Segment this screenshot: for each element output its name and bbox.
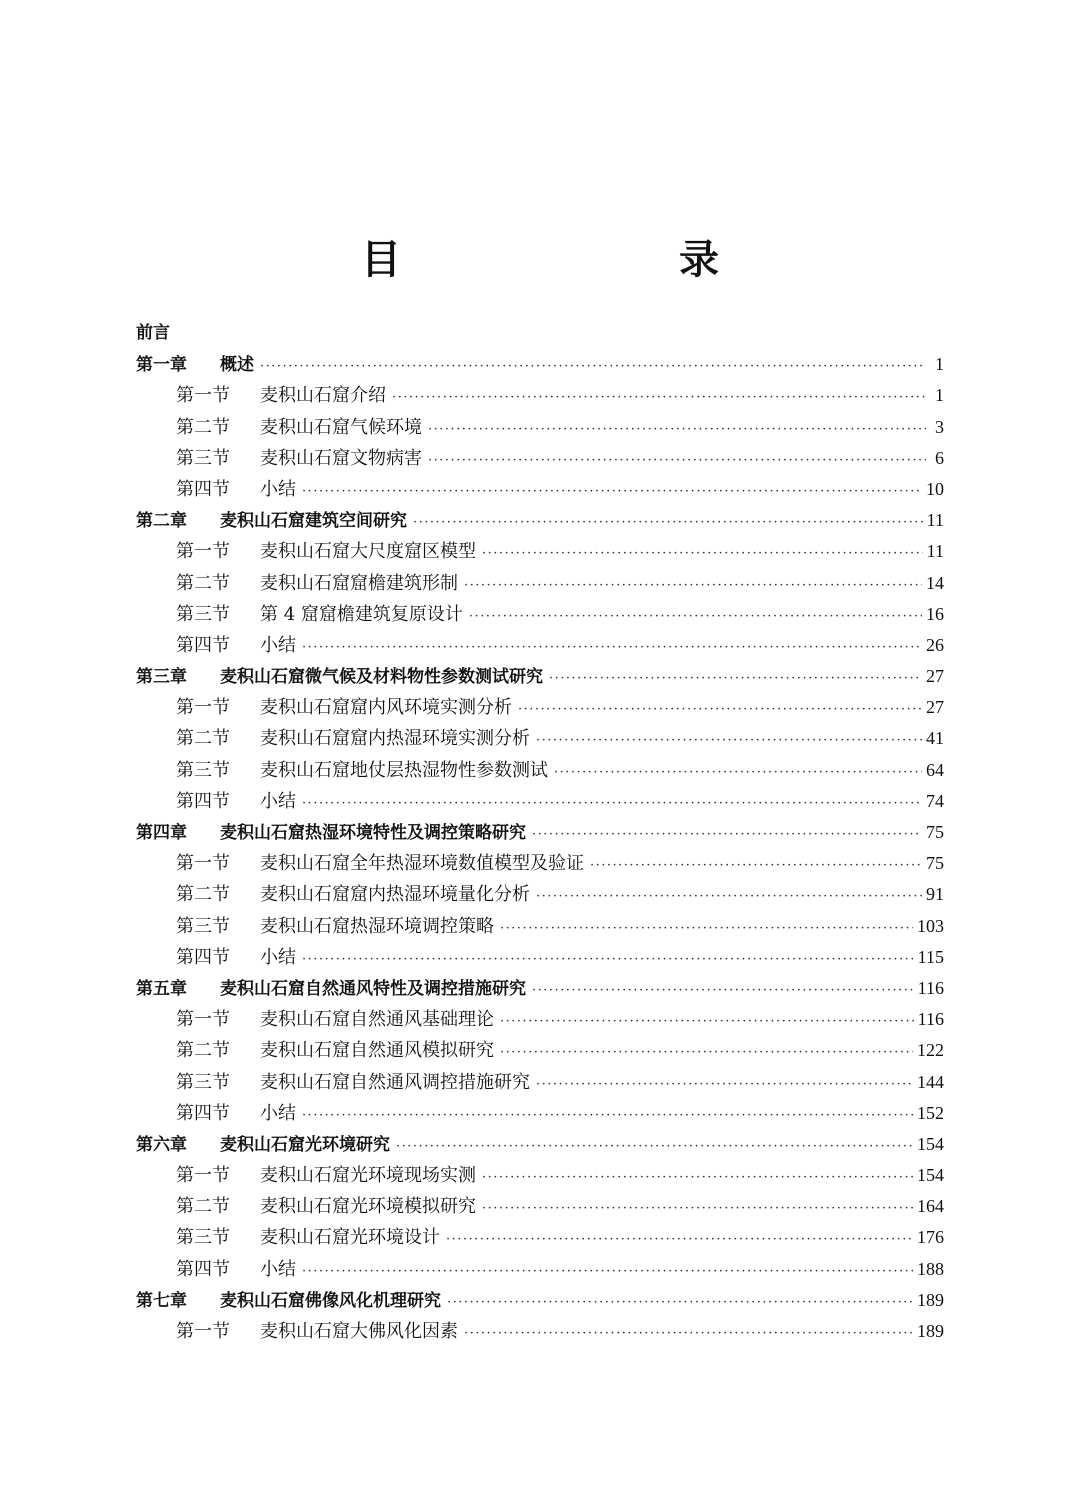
toc-page-number: 64: [926, 759, 944, 780]
toc-chapter-row[interactable]: [136, 1129, 944, 1160]
toc-entry-label: 第一节: [176, 541, 230, 563]
toc-entry-label: 第一节: [176, 1009, 230, 1031]
toc-section-row[interactable]: [136, 911, 944, 942]
toc-entry-title: 麦积山石窟自然通风模拟研究: [260, 1040, 494, 1062]
dot-leader: [447, 1287, 913, 1318]
dot-leader: [549, 663, 922, 694]
toc-entry-title: 麦积山石窟大尺度窟区模型: [260, 541, 476, 563]
toc-page-number: 75: [926, 822, 944, 842]
toc-page-number: 1: [935, 385, 944, 406]
dot-leader: [260, 351, 926, 382]
toc-entry-title: 小结: [260, 946, 296, 968]
dot-leader: [482, 538, 923, 569]
toc-section-row[interactable]: [136, 568, 944, 599]
toc-page-number: 91: [926, 884, 944, 905]
toc-entry-title: 麦积山石窟地仗层热湿物性参数测试: [260, 759, 548, 781]
toc-page-number: 164: [917, 1196, 944, 1217]
toc-page-number: 10: [926, 478, 944, 499]
toc-chapter-row[interactable]: [136, 318, 944, 349]
toc-entry-label: 第二节: [176, 1196, 230, 1218]
toc-entry-label: 第二节: [176, 572, 230, 594]
toc-page-number: 103: [917, 915, 944, 936]
toc-entry-title: 麦积山石窟光环境模拟研究: [260, 1196, 476, 1218]
toc-page-number: 27: [926, 697, 944, 718]
toc-entry-label: 第一节: [176, 1165, 230, 1187]
dot-leader: [554, 757, 922, 788]
toc-section-row[interactable]: [136, 1160, 944, 1191]
dot-leader: [482, 1162, 913, 1193]
toc-page-number: 26: [926, 634, 944, 655]
toc-page-number: 74: [926, 790, 944, 811]
toc-entry-label: 第二节: [176, 416, 230, 438]
toc-entry-label: 第三章: [136, 667, 187, 688]
dot-leader: [446, 1224, 913, 1255]
toc-page-number: 6: [935, 447, 944, 468]
toc-page-number: 1: [935, 354, 944, 375]
toc-entry-title: 小结: [260, 478, 296, 500]
toc-entry-label: 第一章: [136, 355, 187, 376]
toc-entry-title: 麦积山石窟热湿环境特性及调控策略研究: [220, 823, 526, 843]
toc-section-row[interactable]: [136, 755, 944, 786]
toc-entry-title: 麦积山石窟全年热湿环境数值模型及验证: [260, 853, 584, 875]
toc-entry-title: 第 4 窟窟檐建筑复原设计: [260, 603, 463, 625]
toc-section-row[interactable]: [136, 412, 944, 443]
toc-entry-title: 麦积山石窟建筑空间研究: [220, 511, 407, 532]
toc-page-number: 189: [917, 1321, 944, 1341]
toc-entry-label: 第二节: [176, 728, 230, 750]
toc-section-row[interactable]: [136, 942, 944, 973]
toc-entry-label: 第六章: [136, 1134, 187, 1155]
toc-entry-title: 小结: [260, 634, 296, 656]
dot-leader: [536, 725, 922, 756]
toc-entry-title: 麦积山石窟文物病害: [260, 447, 422, 469]
toc-page-number: 115: [917, 946, 944, 967]
toc-section-row[interactable]: [136, 1222, 944, 1253]
dot-leader: [464, 1318, 913, 1349]
toc-entry-label: 第五章: [136, 978, 187, 999]
toc-section-row[interactable]: [136, 723, 944, 754]
dot-leader: [302, 1256, 913, 1287]
toc-page-number: 154: [917, 1133, 944, 1154]
toc-section-row[interactable]: [136, 1035, 944, 1066]
toc-page-number: 154: [917, 1165, 944, 1186]
toc-section-row[interactable]: [136, 380, 944, 411]
dot-leader: [532, 819, 922, 850]
toc-chapter-row[interactable]: [136, 505, 944, 536]
dot-leader: [396, 1131, 913, 1162]
toc-entry-label: 第一节: [176, 853, 230, 875]
toc-section-row[interactable]: [136, 474, 944, 505]
toc-entry-label: 第四节: [176, 946, 230, 968]
toc-chapter-row[interactable]: [136, 349, 944, 380]
toc-entry-label: 第三节: [176, 1071, 230, 1093]
toc-page-number: 75: [926, 853, 944, 874]
dot-leader: [532, 975, 914, 1006]
toc-entry-title: 小结: [260, 790, 296, 812]
dot-leader: [482, 1193, 913, 1224]
dot-leader: [500, 1037, 913, 1068]
dot-leader: [302, 476, 922, 507]
toc-entry-label: 第四节: [176, 634, 230, 656]
toc-entry-label: 第三节: [176, 759, 230, 781]
table-of-contents: [136, 318, 944, 1347]
toc-page-number: 144: [917, 1071, 944, 1092]
dot-leader: [413, 507, 923, 538]
toc-section-row[interactable]: [136, 692, 944, 723]
toc-page-number: 41: [926, 728, 944, 749]
toc-section-row[interactable]: [136, 1098, 944, 1129]
toc-entry-title: 麦积山石窟气候环境: [260, 416, 422, 438]
toc-chapter-row[interactable]: [136, 661, 944, 692]
toc-entry-title: 麦积山石窟佛像风化机理研究: [220, 1290, 441, 1311]
toc-entry-label: 第一节: [176, 385, 230, 407]
toc-page-number: 16: [926, 603, 944, 624]
toc-entry-label: 第三节: [176, 915, 230, 937]
dot-leader: [464, 570, 922, 601]
toc-section-row[interactable]: [136, 630, 944, 661]
toc-chapter-row[interactable]: [136, 1285, 944, 1316]
toc-section-row[interactable]: [136, 879, 944, 910]
toc-entry-title: 麦积山石窟光环境设计: [260, 1227, 440, 1249]
toc-entry-title: 麦积山石窟大佛风化因素: [260, 1321, 458, 1342]
toc-page-number: 152: [917, 1102, 944, 1123]
toc-entry-label: 第二章: [136, 511, 187, 532]
toc-entry-title: 麦积山石窟光环境现场实测: [260, 1165, 476, 1187]
dot-leader: [590, 850, 922, 881]
dot-leader: [518, 694, 922, 725]
toc-entry-title: 麦积山石窟自然通风调控措施研究: [260, 1071, 530, 1093]
dot-leader: [428, 445, 926, 476]
toc-entry-label: 第四章: [136, 823, 187, 843]
toc-page-number: 189: [917, 1289, 944, 1310]
toc-entry-label: 第二节: [176, 884, 230, 906]
toc-entry-title: 麦积山石窟窟檐建筑形制: [260, 572, 458, 594]
toc-entry-label: 前言: [136, 323, 170, 343]
toc-page-number: 27: [926, 666, 944, 687]
toc-section-row[interactable]: [136, 786, 944, 817]
dot-leader: [392, 382, 926, 413]
toc-entry-label: 第二节: [176, 1040, 230, 1062]
dot-leader: [469, 601, 922, 632]
dot-leader: [428, 414, 926, 445]
toc-section-row[interactable]: [136, 1191, 944, 1222]
toc-section-row[interactable]: [136, 1254, 944, 1285]
dot-leader: [536, 881, 922, 912]
dot-leader: [500, 1006, 914, 1037]
toc-section-row[interactable]: [136, 1067, 944, 1098]
toc-section-row[interactable]: [136, 536, 944, 567]
toc-entry-title: 麦积山石窟窟内热湿环境实测分析: [260, 728, 530, 750]
dot-leader: [536, 1069, 913, 1100]
toc-entry-label: 第四节: [176, 790, 230, 812]
toc-entry-label: 第三节: [176, 603, 230, 625]
toc-entry-label: 第四节: [176, 478, 230, 500]
toc-section-row[interactable]: [136, 599, 944, 630]
toc-page-number: 116: [917, 1009, 944, 1030]
dot-leader: [302, 788, 922, 819]
toc-page-number: 122: [917, 1040, 944, 1061]
toc-page-number: 11: [926, 510, 944, 531]
toc-entry-title: 麦积山石窟光环境研究: [220, 1134, 390, 1155]
toc-chapter-row[interactable]: [136, 817, 944, 848]
toc-entry-title: 小结: [260, 1102, 296, 1124]
toc-section-row[interactable]: [136, 443, 944, 474]
toc-entry-title: 麦积山石窟窟内热湿环境量化分析: [260, 884, 530, 906]
toc-entry-title: 麦积山石窟微气候及材料物性参数测试研究: [220, 667, 543, 688]
toc-entry-label: 第四节: [176, 1102, 230, 1124]
toc-chapter-row[interactable]: [136, 973, 944, 1004]
toc-section-row[interactable]: [136, 1316, 944, 1347]
toc-entry-label: 第七章: [136, 1290, 187, 1311]
toc-entry-label: 第三节: [176, 1227, 230, 1249]
toc-entry-title: 麦积山石窟自然通风特性及调控措施研究: [220, 978, 526, 999]
dot-leader: [302, 1100, 913, 1131]
dot-leader: [302, 632, 922, 663]
toc-page-number: 176: [917, 1227, 944, 1248]
toc-page-number: 3: [935, 416, 944, 437]
dot-leader: [302, 944, 914, 975]
toc-page-number: 14: [926, 572, 944, 593]
toc-section-row[interactable]: [136, 848, 944, 879]
toc-entry-title: 麦积山石窟自然通风基础理论: [260, 1009, 494, 1031]
toc-entry-label: 第三节: [176, 447, 230, 469]
page-title: 目 录: [361, 236, 785, 283]
toc-page-number: 116: [917, 977, 944, 998]
toc-entry-title: 麦积山石窟窟内风环境实测分析: [260, 697, 512, 719]
toc-page-number: 11: [926, 541, 944, 562]
toc-entry-title: 麦积山石窟热湿环境调控策略: [260, 915, 494, 937]
toc-entry-label: 第一节: [176, 1321, 230, 1342]
toc-entry-title: 麦积山石窟介绍: [260, 385, 386, 407]
toc-entry-label: 第四节: [176, 1258, 230, 1280]
toc-section-row[interactable]: [136, 1004, 944, 1035]
dot-leader: [500, 913, 913, 944]
toc-entry-title: 小结: [260, 1258, 296, 1280]
toc-entry-title: 概述: [220, 355, 254, 376]
toc-page-number: 188: [917, 1258, 944, 1279]
toc-entry-label: 第一节: [176, 697, 230, 719]
